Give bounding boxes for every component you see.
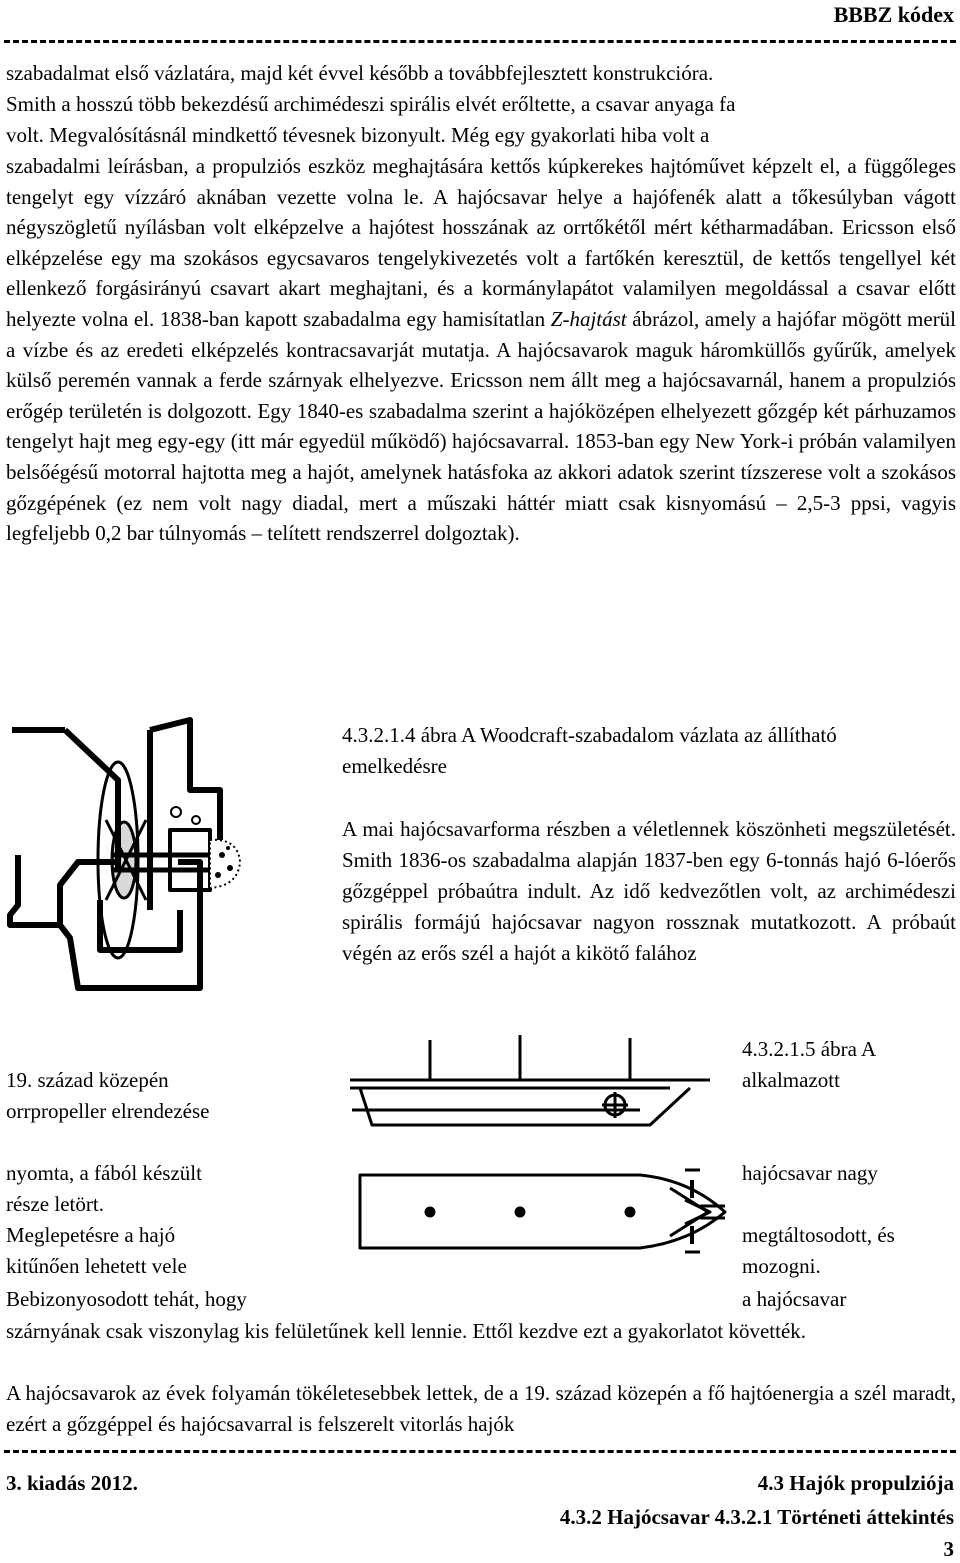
main-text-a: szabadalmi leírásban, a propulziós eszköz meghajtására kettős kúpkerekes hajtóművet képzelt el, a függőleges tengelyt egy vízzáró aknában vezette volna le. A hajócsavar helye a hajófenék alatt a tőkesúlyban vágott négyszögletű nyílásban volt elképzelve a hajótest hosszának az orrtőkétől mért kétharmadában. Ericsson első elképzelése egy ma szokásos egycsavaros tengelykivezetés volt a fartőkén keresztül, de kettős tengellyel két ellenkező forgásirányú csavart akart meghajtani, és a kormánylapátot valamilyen megoldással a csavar előtt helyezte volna el. 1838-ban kapott szabadalma egy hamisítatlan <box>6 154 956 331</box>
right-row-5: a hajócsavar <box>742 1287 847 1311</box>
main-paragraph <box>6 151 956 549</box>
figure-2-caption-line-2: alkalmazott <box>742 1068 840 1092</box>
figure-bow-propeller-boat <box>340 1030 740 1300</box>
intro-line-1: szabadalmat első vázlatára, majd két évvel később a továbbfejlesztett konstrukcióra. <box>6 61 714 85</box>
left-row-1: nyomta, a fából készült <box>6 1161 202 1185</box>
left-row-3: Meglepetésre a hajó <box>6 1223 176 1247</box>
page-number: 3 <box>943 1537 954 1561</box>
footer-section: 4.3.2 Hajócsavar 4.3.2.1 Történeti áttekintés <box>559 1505 954 1529</box>
left-row-5: Bebizonyosodott tehát, hogy <box>6 1287 247 1311</box>
footer-divider <box>4 1450 956 1453</box>
closing-paragraph: szárnyának csak viszonylag kis felületűnek kell lennie. Ettől kezdve ezt a gyakorlatot követték. <box>6 1319 807 1343</box>
document-header-title: BBBZ kódex <box>833 2 954 27</box>
intro-line-3: volt. Megvalósításnál mindkettő tévesnek bizonyult. Még egy gyakorlati hiba volt a <box>6 123 710 147</box>
figure-2-caption-line-1: 4.3.2.1.5 ábra A <box>742 1037 877 1061</box>
footer-edition: 3. kiadás 2012. <box>6 1471 138 1495</box>
right-row-1: hajócsavar nagy <box>742 1161 878 1185</box>
figure-woodcraft-sketch <box>0 710 330 1030</box>
left-caption-line-1: 19. század közepén <box>6 1068 169 1092</box>
right-row-4: mozogni. <box>742 1254 821 1278</box>
footer-chapter: 4.3 Hajók propulziója <box>757 1471 954 1495</box>
right-row-3: megtáltosodott, és <box>742 1223 895 1247</box>
left-row-2: része letört. <box>6 1192 104 1216</box>
intro-line-2: Smith a hosszú több bekezdésű archimédeszi spirális elvét erőltette, a csavar anyaga fa <box>6 92 736 116</box>
side-paragraph: A mai hajócsavarforma részben a véletlennek köszönheti megszületését. Smith 1836-os szabadalma alapján 1837-ben egy 6-tonnás hajó 6-lóerős gőzgéppel próbaútra indult. Az idő kedvezőtlen volt, az archimédeszi spirális formájú hajócsavar nagyon rossznak mutatkozott. A próbaút végén az erős szél a hajót a kikötő falához <box>342 817 956 965</box>
figure-1-caption: 4.3.2.1.4 ábra A Woodcraft-szabadalom vázlata az állítható emelkedésre <box>342 723 837 778</box>
main-text-b: ábrázol, amely a hajófar mögött merül a vízbe és az eredeti elképzelés kontracsavarját mutatja. A hajócsavarok maguk háromküllős gyűrűk, amelyek külső peremén vannak a ferde szárnyak elhelyezve. Ericsson nem állt meg a hajócsavarnál, hanem a propulziós erőgép területén is dolgozott. Egy 1840-es szabadalma szerint a hajóközépen elhelyezett gőzgép két párhuzamos tengelyt hajt meg egy-egy (itt már egyedül működő) hajócsavarral. 1853-ban egy New York-i próbán valamilyen belsőégésű motorral hajtotta meg a hajót, amelynek hatásfoka az akkori adatok szerint tízszerese volt a szokásos gőzgépének (ez nem volt nagy diadal, mert a műszaki háttér miatt csak kisnyomású – 2,5-3 ppsi, vagyis legfeljebb 0,2 bar túlnyomás – telített rendszerrel dolgoztak). <box>6 306 957 546</box>
left-row-4: kitűnően lehetett vele <box>6 1254 187 1278</box>
header-divider <box>4 40 956 43</box>
left-caption-line-2: orrpropeller elrendezése <box>6 1099 210 1123</box>
z-drive-term: Z-hajtást <box>550 306 627 331</box>
last-paragraph: A hajócsavarok az évek folyamán tökéletesebbek lettek, de a 19. század közepén a fő hajtóenergia a szél maradt, ezért a gőzgéppel és hajócsavarral is felszerelt vitorlás hajók <box>6 1381 956 1436</box>
